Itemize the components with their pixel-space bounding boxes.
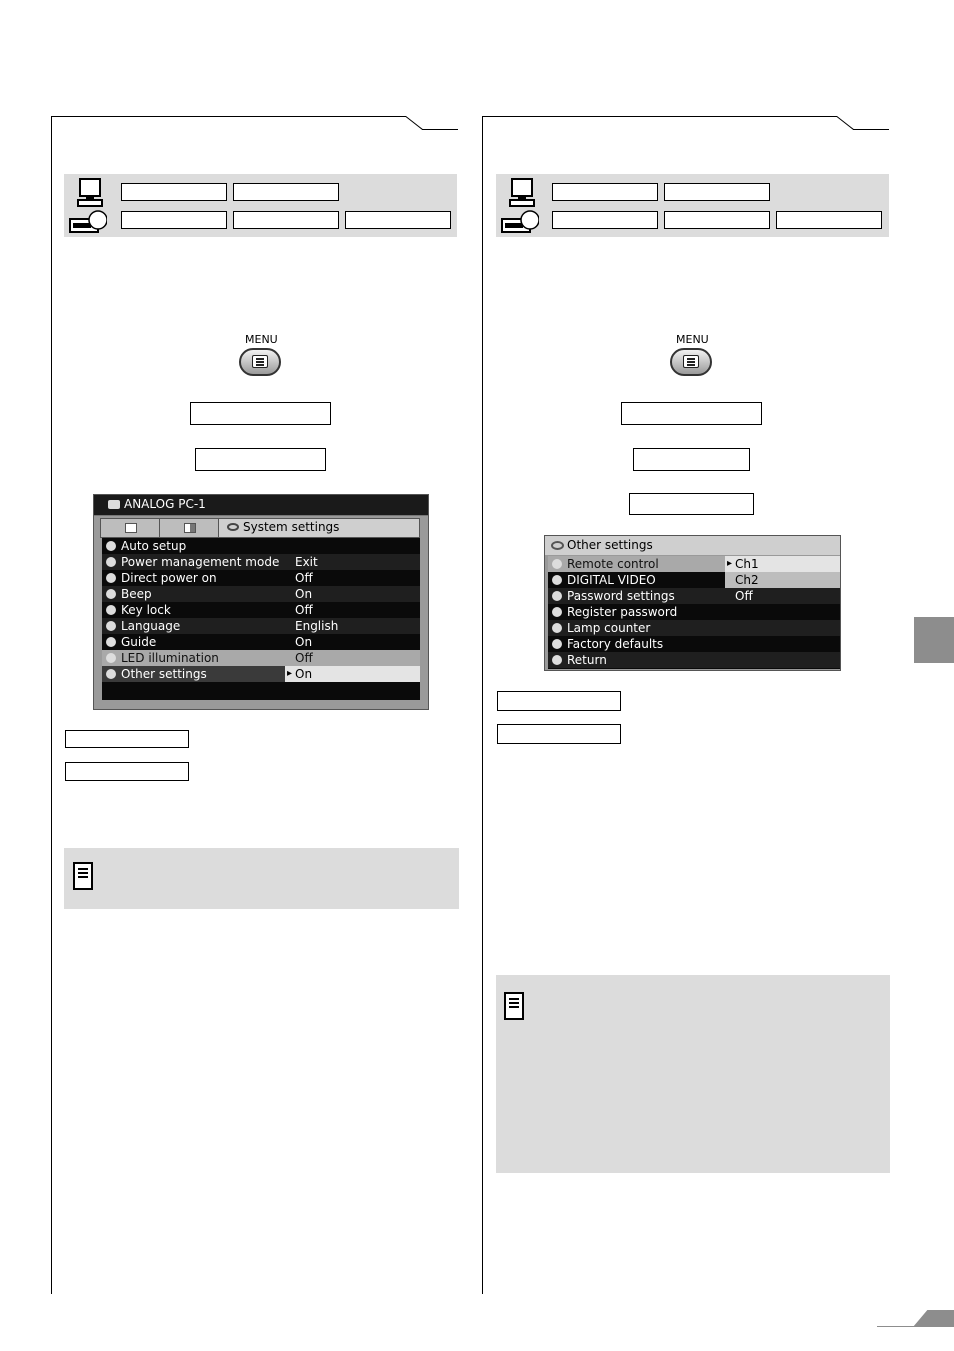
menu-button-label: MENU (245, 333, 278, 346)
row-value: English (295, 619, 339, 633)
other-settings-icon (551, 541, 564, 550)
step-box-4 (497, 691, 621, 711)
computer-icon (508, 178, 536, 208)
row-label: Lamp counter (567, 621, 651, 635)
row-label: Remote control (567, 557, 659, 571)
step-box-3 (65, 730, 189, 748)
source-icon (108, 500, 120, 509)
step-box-2 (195, 448, 326, 471)
other-settings-row[interactable] (548, 572, 840, 588)
auto-setup-icon (106, 541, 116, 551)
menu-icon (683, 355, 699, 368)
system-settings-tab-icon (227, 523, 239, 531)
page-number-tab (913, 1310, 954, 1327)
system-settings-row[interactable] (102, 618, 420, 634)
row-value: Off (735, 589, 753, 603)
register-password-icon (552, 607, 562, 617)
system-settings-row[interactable] (102, 554, 420, 570)
key-lock-icon (106, 605, 116, 615)
tab-screen[interactable] (160, 519, 219, 537)
system-settings-row[interactable] (102, 650, 420, 666)
other-settings-list (548, 556, 840, 669)
row-value: Off (295, 571, 313, 585)
source-chip-3 (121, 211, 227, 229)
video-source-icon (69, 209, 107, 235)
row-label: Return (567, 653, 607, 667)
led-icon (106, 653, 116, 663)
row-label: Register password (567, 605, 678, 619)
step-box-4 (65, 762, 189, 781)
row-value: On (295, 587, 313, 601)
left-note-box (64, 848, 459, 909)
menu-button[interactable] (239, 348, 281, 376)
direct-power-icon (106, 573, 116, 583)
row-value: Exit (295, 555, 318, 569)
digital-video-icon (552, 575, 562, 585)
right-source-band (496, 174, 889, 237)
left-column-rule (51, 116, 52, 1294)
system-settings-row[interactable] (102, 634, 420, 650)
source-title: ANALOG PC-1 (124, 497, 206, 511)
menu-button[interactable] (670, 348, 712, 376)
system-settings-list (102, 538, 420, 700)
system-settings-screen (93, 494, 429, 710)
row-value: Off (295, 603, 313, 617)
factory-defaults-icon (552, 639, 562, 649)
source-chip-2 (664, 183, 770, 201)
right-note-box (496, 975, 890, 1173)
guide-icon (106, 637, 116, 647)
return-icon (552, 655, 562, 665)
step-box-2 (633, 448, 750, 471)
page-footer-rule (877, 1326, 917, 1327)
other-settings-title-bar (545, 536, 840, 555)
row-label: Language (121, 619, 181, 633)
row-value: On (295, 667, 313, 681)
row-label: Beep (121, 587, 152, 601)
row-label: Guide (121, 635, 157, 649)
source-chip-1 (121, 183, 227, 201)
right-header-tail (853, 129, 889, 130)
step-box-1 (621, 402, 762, 425)
selection-arrow-icon: ▸ (727, 558, 733, 569)
system-settings-row[interactable] (102, 538, 420, 554)
other-settings-row[interactable] (548, 620, 840, 636)
row-label: Power management mode (121, 555, 280, 569)
left-header-notch (405, 116, 422, 130)
other-settings-row[interactable] (548, 604, 840, 620)
selection-arrow-icon: ▸ (287, 668, 293, 679)
row-label: DIGITAL VIDEO (567, 573, 656, 587)
other-settings-screen (544, 535, 841, 671)
row-label: Direct power on (121, 571, 217, 585)
note-icon (504, 992, 524, 1020)
row-label: LED illumination (121, 651, 219, 665)
system-settings-row[interactable] (102, 666, 420, 682)
row-value: Off (295, 651, 313, 665)
computer-icon (76, 178, 104, 208)
row-label: Auto setup (121, 539, 187, 553)
tab-bar (100, 518, 420, 538)
tab-image[interactable] (101, 519, 160, 537)
other-settings-row[interactable] (548, 588, 840, 604)
system-settings-row[interactable] (102, 602, 420, 618)
left-header-tail (422, 129, 458, 130)
chapter-side-tab (914, 617, 954, 663)
left-source-band (64, 174, 457, 237)
source-chip-5 (776, 211, 882, 229)
power-management-icon (106, 557, 116, 567)
lamp-counter-icon (552, 623, 562, 633)
left-header-rule (51, 116, 406, 117)
video-source-icon (501, 209, 539, 235)
other-settings-row[interactable] (548, 556, 840, 572)
row-label: Factory defaults (567, 637, 664, 651)
beep-icon (106, 589, 116, 599)
right-header-notch (836, 116, 853, 130)
source-chip-1 (552, 183, 658, 201)
source-chip-3 (552, 211, 658, 229)
step-box-1 (190, 402, 331, 425)
source-chip-4 (664, 211, 770, 229)
row-value: Ch2 (735, 573, 759, 587)
tab-system-settings[interactable]: System settings (243, 520, 340, 534)
system-settings-row[interactable] (102, 586, 420, 602)
system-settings-row[interactable] (102, 570, 420, 586)
other-settings-row[interactable] (548, 636, 840, 652)
source-chip-2 (233, 183, 339, 201)
right-column-rule (482, 116, 483, 1294)
other-settings-row[interactable] (548, 652, 840, 668)
row-value: On (295, 635, 313, 649)
source-chip-4 (233, 211, 339, 229)
other-settings-icon (106, 669, 116, 679)
right-header-rule (482, 116, 837, 117)
menu-icon (252, 355, 268, 368)
step-box-3 (629, 493, 754, 515)
language-icon (106, 621, 116, 631)
row-value: Ch1 (735, 557, 759, 571)
source-chip-5 (345, 211, 451, 229)
row-label: Key lock (121, 603, 171, 617)
note-icon (73, 862, 93, 890)
step-box-5 (497, 724, 621, 744)
other-settings-title: Other settings (567, 538, 653, 552)
menu-button-label: MENU (676, 333, 709, 346)
password-settings-icon (552, 591, 562, 601)
row-label: Other settings (121, 667, 207, 681)
row-label: Password settings (567, 589, 675, 603)
source-title-bar (94, 495, 428, 516)
remote-control-icon (552, 559, 562, 569)
